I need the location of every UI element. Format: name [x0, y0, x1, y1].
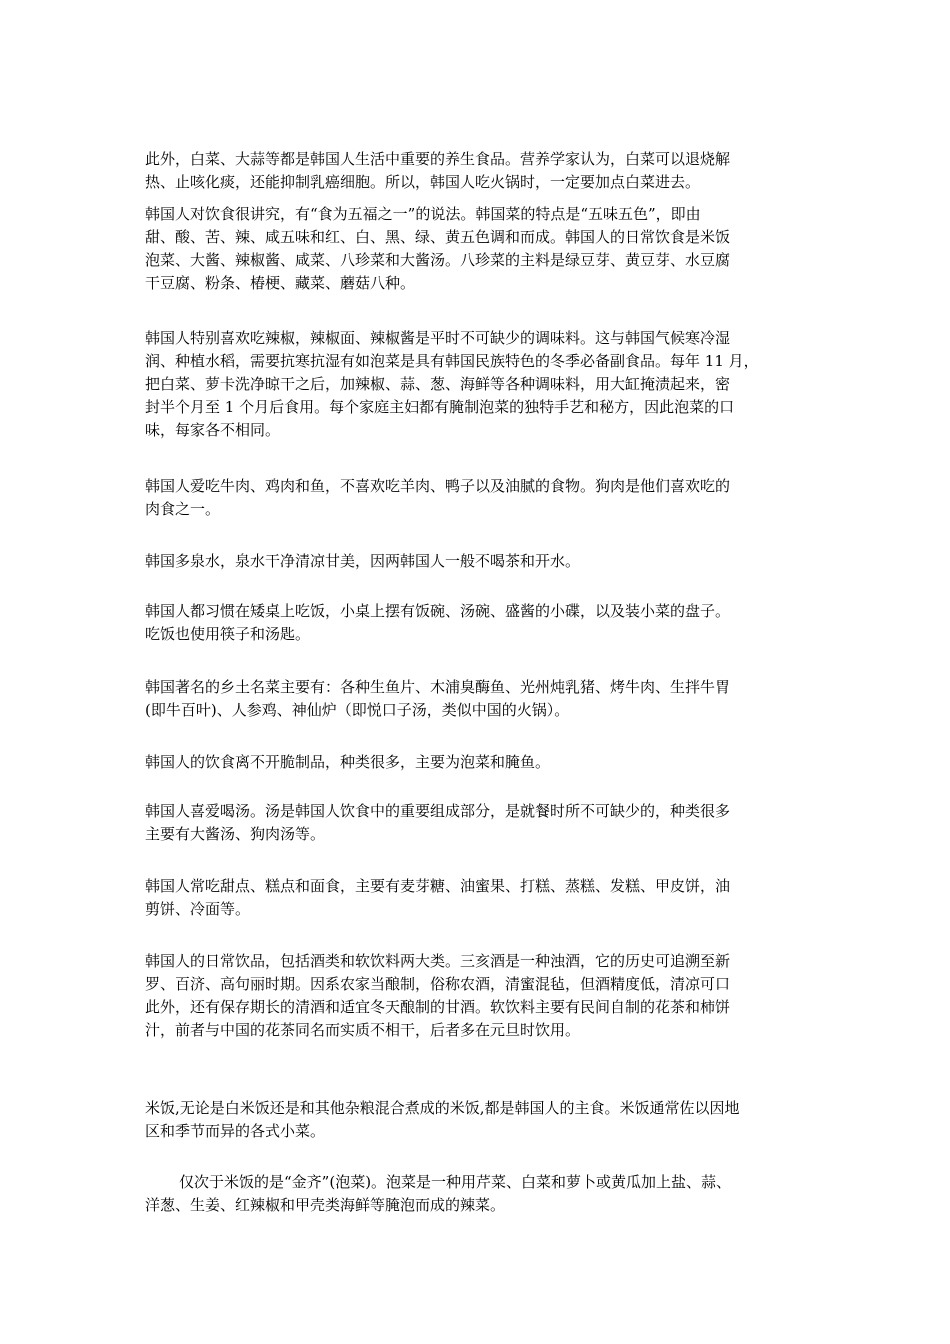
paragraph-soups	[145, 800, 815, 846]
text-line: 米饭,无论是白米饭还是和其他杂粮混合煮成的米饭,都是韩国人的主食。米饭通常佐以因地	[145, 1099, 740, 1117]
text-line: 干豆腐、粉条、椿梗、藏菜、蘑菇八种。	[145, 274, 416, 292]
text-line: 润、种植水稻，需要抗寒抗湿有如泡菜是具有韩国民族特色的冬季必备副食品。每年 11 月，	[145, 352, 759, 370]
text-line: 韩国人都习惯在矮桌上吃饭，小桌上摆有饭碗、汤碗、盛酱的小碟，以及装小菜的盘子。	[145, 602, 731, 620]
text-line: 吃饭也使用筷子和汤匙。	[145, 625, 311, 643]
paragraph-meat-preferences	[145, 475, 815, 521]
text-line: 甜、酸、苦、辣、咸五味和红、白、黑、绿、黄五色调和而成。韩国人的日常饮食是米饭	[145, 228, 731, 246]
text-line: 主要有大酱汤、狗肉汤等。	[145, 825, 326, 843]
text-line: 味，每家各不相同。	[145, 421, 281, 439]
text-line: (即牛百叶)、人参鸡、神仙炉（即悦口子汤，类似中国的火锅）。	[145, 701, 570, 719]
paragraph-diet-five-flavors	[145, 203, 815, 295]
text-line: 剪饼、冷面等。	[145, 900, 251, 918]
text-line: 肉食之一。	[145, 500, 221, 518]
text-line: 把白菜、萝卡洗净晾干之后，加辣椒、蒜、葱、海鲜等各种调味料，用大缸掩渍起来，密	[145, 375, 731, 393]
paragraph-kimchi-definition	[145, 1171, 815, 1217]
paragraph-dining-table	[145, 600, 815, 646]
text-line: 热、止咳化痰，还能抑制乳癌细胞。所以，韩国人吃火锅时，一定要加点白菜进去。	[145, 173, 701, 191]
text-line: 韩国人的日常饮品，包括酒类和软饮料两大类。三亥酒是一种浊酒，它的历史可追溯至新	[145, 952, 731, 970]
text-line: 韩国多泉水，泉水干净清凉甘美，因两韩国人一般不喝茶和开水。	[145, 552, 581, 570]
text-line: 汁，前者与中国的花茶同名而实质不相干，后者多在元旦时饮用。	[145, 1021, 581, 1039]
paragraph-pickled-foods	[145, 751, 815, 774]
text-line: 韩国人爱吃牛肉、鸡肉和鱼，不喜欢吃羊肉、鸭子以及油腻的食物。狗肉是他们喜欢吃的	[145, 477, 731, 495]
text-line: 韩国人常吃甜点、糕点和面食，主要有麦芽糖、油蜜果、打糕、蒸糕、发糕、甲皮饼，油	[145, 877, 731, 895]
paragraph-rice-staple	[145, 1097, 815, 1143]
paragraph-beverages	[145, 950, 815, 1042]
text-line: 罗、百济、高句丽时期。因系农家当酿制，俗称农酒，清蜜混毡，但酒精度低，清凉可口	[145, 975, 731, 993]
text-line: 韩国人特别喜欢吃辣椒，辣椒面、辣椒酱是平时不可缺少的调味料。这与韩国气候寒冷湿	[145, 329, 731, 347]
text-line: 仅次于米饭的是“金齐”(泡菜)。泡菜是一种用芹菜、白菜和萝卜或黄瓜加上盐、蒜、	[179, 1173, 732, 1191]
text-line: 韩国著名的乡土名菜主要有：各种生鱼片、木浦臭酶鱼、光州炖乳猪、烤牛肉、生拌牛胃	[145, 678, 731, 696]
paragraph-cabbage-garlic	[145, 148, 815, 194]
text-line: 泡菜、大酱、辣椒酱、咸菜、八珍菜和大酱汤。八珍菜的主料是绿豆芽、黄豆芽、水豆腐	[145, 251, 731, 269]
text-line: 封半个月至 1 个月后食用。每个家庭主妇都有腌制泡菜的独特手艺和秘方，因此泡菜的口	[145, 398, 735, 416]
text-line: 洋葱、生姜、红辣椒和甲壳类海鲜等腌泡而成的辣菜。	[145, 1196, 506, 1214]
paragraph-desserts	[145, 875, 815, 921]
paragraph-chili-kimchi	[145, 327, 815, 442]
text-line: 韩国人对饮食很讲究，有“食为五福之一”的说法。韩国菜的特点是“五味五色”，即由	[145, 205, 701, 223]
paragraph-famous-dishes	[145, 676, 815, 722]
text-line: 此外，还有保存期长的清酒和适宜冬天酿制的甘酒。软饮料主要有民间自制的花茶和柿饼	[145, 998, 731, 1016]
text-line: 韩国人喜爱喝汤。汤是韩国人饮食中的重要组成部分，是就餐时所不可缺少的，种类很多	[145, 802, 731, 820]
text-line: 韩国人的饮食离不开脆制品，种类很多，主要为泡菜和腌鱼。	[145, 753, 551, 771]
paragraph-spring-water	[145, 550, 815, 573]
text-line: 区和季节而异的各式小菜。	[145, 1122, 326, 1140]
text-line: 此外，白菜、大蒜等都是韩国人生活中重要的养生食品。营养学家认为，白菜可以退烧解	[145, 150, 731, 168]
